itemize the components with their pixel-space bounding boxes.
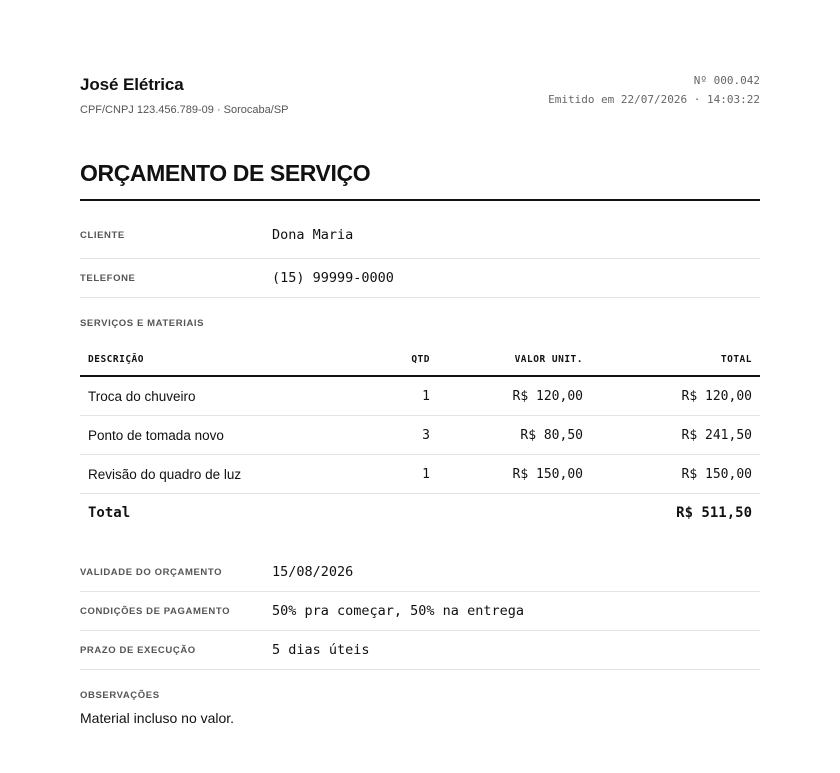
phone-row (80, 259, 760, 298)
total-value: R$ 511,50 (676, 505, 752, 521)
table-row (80, 376, 760, 416)
document-number: Nº 000.042 (693, 74, 760, 87)
table-row (80, 455, 760, 494)
validity-label: VALIDADE DO ORÇAMENTO (80, 566, 223, 578)
validity-value: 15/08/2026 (272, 564, 354, 580)
terms-section (80, 553, 760, 670)
item-unit-value: R$ 150,00 (438, 455, 591, 494)
header-total: TOTAL (591, 343, 760, 376)
item-description: Ponto de tomada novo (80, 416, 386, 455)
item-description: Revisão do quadro de luz (80, 455, 386, 494)
page-title: ORÇAMENTO DE SERVIÇO (80, 160, 760, 201)
total-spacer-qty (386, 494, 438, 533)
phone-label: TELEFONE (80, 272, 136, 284)
item-total: R$ 241,50 (591, 416, 760, 455)
document-header (80, 74, 760, 154)
item-unit-value: R$ 120,00 (438, 376, 591, 416)
total-label: Total (88, 505, 131, 521)
payment-label: CONDIÇÕES DE PAGAMENTO (80, 605, 231, 617)
item-qty: 3 (386, 416, 438, 455)
notes-label: OBSERVAÇÕES (80, 690, 160, 701)
items-section-label: SERVIÇOS E MATERIAIS (80, 318, 205, 329)
total-spacer-unit (438, 494, 591, 533)
header-unit-value: VALOR UNIT. (438, 343, 591, 376)
issue-datetime: Emitido em 22/07/2026 · 14:03:22 (548, 93, 760, 106)
notes-text: Material incluso no valor. (80, 710, 235, 726)
client-value: Dona Maria (272, 227, 354, 243)
table-header-row (80, 343, 760, 376)
payment-value: 50% pra começar, 50% na entrega (272, 603, 524, 619)
item-qty: 1 (386, 455, 438, 494)
item-total: R$ 150,00 (591, 455, 760, 494)
deadline-label: PRAZO DE EXECUÇÃO (80, 644, 196, 656)
validity-row (80, 553, 760, 592)
phone-value: (15) 99999-0000 (272, 270, 394, 286)
company-name: José Elétrica (80, 75, 184, 94)
header-description: DESCRIÇÃO (80, 343, 386, 376)
quote-document (80, 0, 760, 726)
client-label: CLIENTE (80, 230, 125, 241)
items-table (80, 343, 760, 532)
item-unit-value: R$ 80,50 (438, 416, 591, 455)
company-id-line: CPF/CNPJ 123.456.789-09 · Sorocaba/SP (80, 104, 289, 116)
deadline-row (80, 631, 760, 670)
item-qty: 1 (386, 376, 438, 416)
item-description: Troca do chuveiro (80, 376, 386, 416)
deadline-value: 5 dias úteis (272, 642, 370, 658)
payment-row (80, 592, 760, 631)
client-row (80, 222, 760, 259)
header-qty: QTD (386, 343, 438, 376)
total-row (80, 494, 760, 533)
item-total: R$ 120,00 (591, 376, 760, 416)
table-row (80, 416, 760, 455)
